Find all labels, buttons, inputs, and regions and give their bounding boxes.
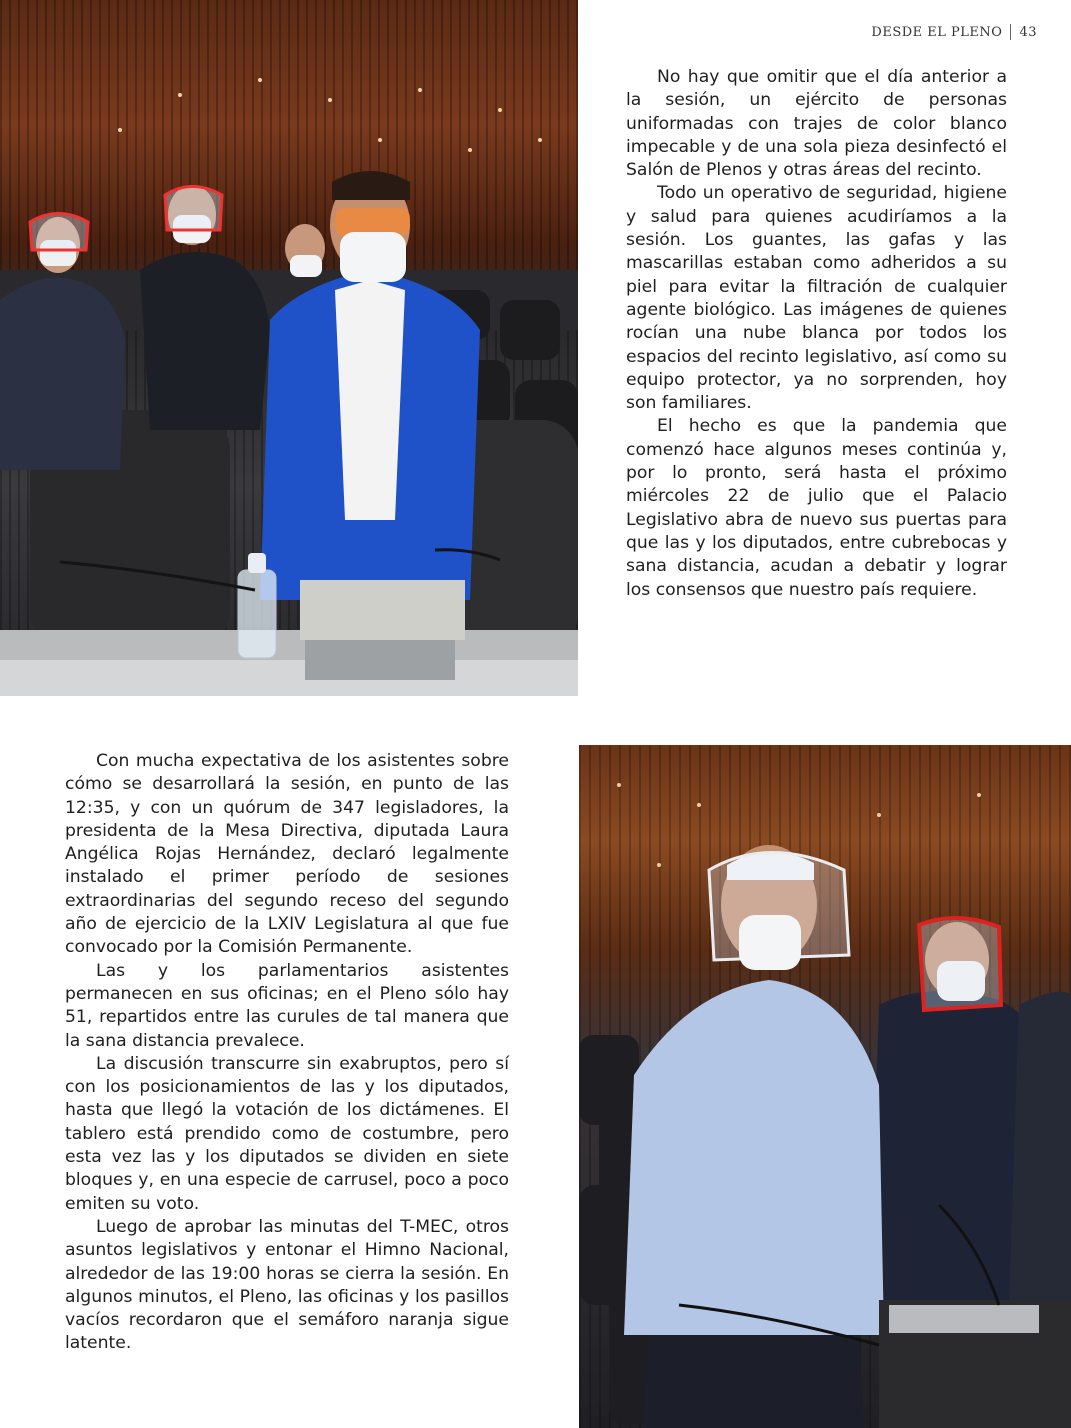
paragraph: No hay que omitir que el día anterior a la sesión, un ejército de personas uniformadas con trajes de color blanco impecable y de una sola pieza desinfectó el Salón de Plenos y otras áreas del recinto.	[626, 67, 1007, 181]
paragraph: El hecho es que la pandemia que comenzó hace algunos meses continúa y, por lo pronto, será hasta el próximo miércoles 22 de julio que el Palacio Legislativo abra de nuevo sus puertas para que las y los diputados, entre cubrebocas y sana distancia, acudan a debatir y lograr los consensos que nuestro país requiere.	[626, 416, 1007, 600]
photo-top-legislators	[0, 0, 578, 696]
paragraph: La discusión transcurre sin exabruptos, pero sí con los posicionamientos de las y los diputados, hasta que llegó la votación de los dictámenes. El tablero está prendido como de costumbre, pero esta vez las y los diputados se dividen en siete bloques y, en una especie de carrusel, poco a poco emiten su voto.	[65, 1053, 509, 1214]
section-title: DESDE EL PLENO	[871, 24, 1003, 40]
header-divider	[1010, 24, 1011, 40]
article-column-bottom-left	[65, 750, 509, 1356]
article-column-top-right	[626, 66, 1007, 602]
paragraph: Las y los parlamentarios asistentes permanecen en sus oficinas; en el Pleno sólo hay 51, repartidos entre las curules de tal manera que la sana distancia prevalece.	[65, 960, 509, 1051]
ceiling-lights	[118, 78, 542, 152]
photo-top-illustration	[0, 0, 578, 696]
page-number: 43	[1019, 24, 1037, 40]
photo-bottom-illustration	[579, 745, 1071, 1428]
paragraph: Todo un operativo de seguridad, higiene y salud para quienes acudiríamos a la sesión. Los guantes, las gafas y las mascarillas estaban como adheridos a su piel para evitar la filtración de cualquier agente biológico. Las imágenes de quienes rocían una nube blanca por todos los espacios del recinto legislativo, así como su equipo protector, ya no sorprenden, hoy son familiares.	[626, 183, 1007, 414]
photo-bottom-legislators	[579, 745, 1071, 1428]
paragraph: Luego de aprobar las minutas del T-MEC, otros asuntos legislativos y entonar el Himno Nacional, alrededor de las 19:00 horas se cierra la sesión. En algunos minutos, el Pleno, las oficinas y los pasillos vacíos recordaron que el semáforo naranja sigue latente.	[65, 1216, 509, 1354]
person-center-white-shirt	[624, 845, 884, 1428]
person-woman	[285, 224, 325, 277]
person-middle	[140, 185, 270, 430]
person-left	[0, 214, 125, 471]
running-header	[871, 22, 1037, 42]
paragraph: Con mucha expectativa de los asistentes sobre cómo se desarrollará la sesión, en punto de las 12:35, y con un quórum de 347 legisladores, la presidenta de la Mesa Directiva, diputada Laura Angélica Rojas Hernández, declaró legalmente instalado el primer período de sesiones extraordinarias del segundo receso del segundo año de ejercicio de la LXIV Legislatura al que fue convocado por la Comisión Permanente.	[65, 751, 509, 958]
